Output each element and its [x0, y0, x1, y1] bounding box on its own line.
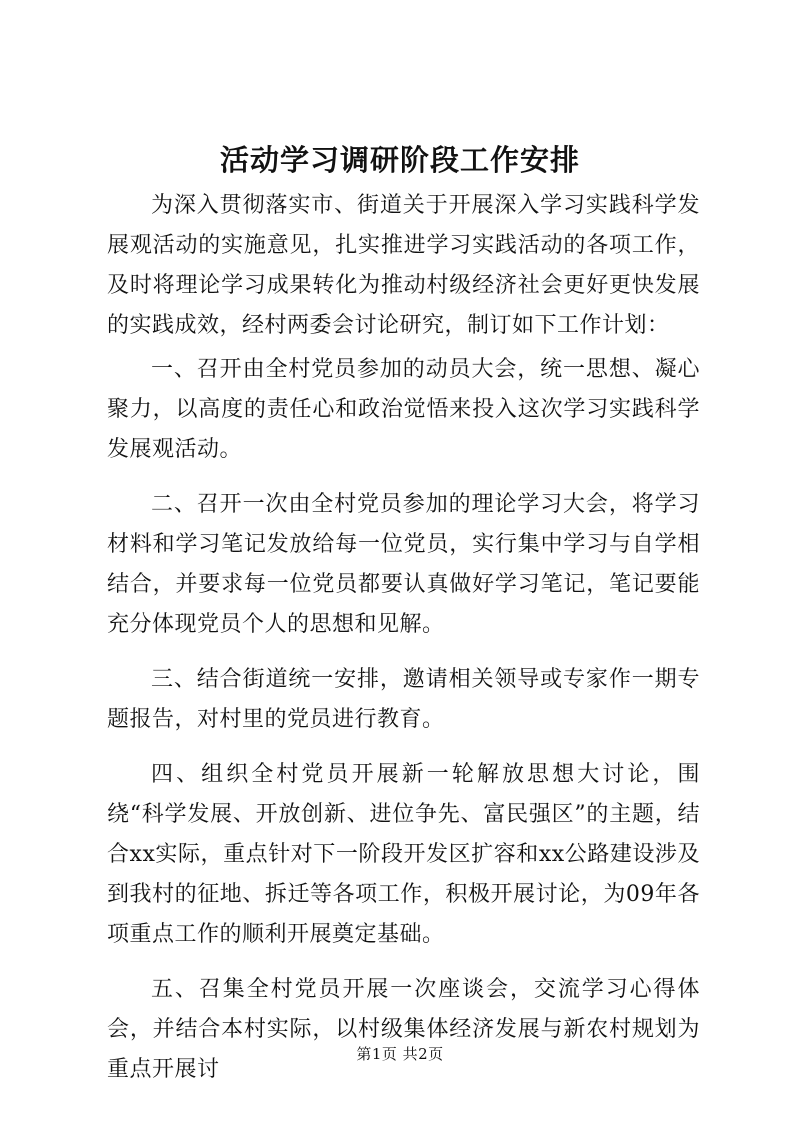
- paragraph-item-2: 二、召开一次由全村党员参加的理论学习大会，将学习材料和学习笔记发放给每一位党员，实行集中学习与自学相结合，并要求每一位党员都要认真做好学习笔记，笔记要能充分体现党员个人的思想和见解。: [107, 492, 700, 637]
- document-body: [107, 186, 700, 1090]
- document-title: 活动学习调研阶段工作安排: [219, 143, 580, 177]
- paragraph-item-1: 一、召开由全村党员参加的动员大会，统一思想、凝心聚力，以高度的责任心和政治觉悟来投入这次学习实践科学发展观活动。: [107, 357, 700, 462]
- paragraph-item-5: 五、召集全村党员开展一次座谈会，交流学习心得体会，并结合本村实际，以村级集体经济发展与新农村规划为重点开展讨: [107, 977, 700, 1082]
- paragraph-item-3: 三、结合街道统一安排，邀请相关领导或专家作一期专题报告，对村里的党员进行教育。: [107, 667, 700, 732]
- paragraph-intro: 为深入贯彻落实市、街道关于开展深入学习实践科学发展观活动的实施意见，扎实推进学习实践活动的各项工作，及时将理论学习成果转化为推动村级经济社会更好更快发展的实践成效，经村两委会讨论研究，制订如下工作计划：: [107, 193, 700, 338]
- paragraph-item-4: 四、组织全村党员开展新一轮解放思想大讨论，围绕“科学发展、开放创新、进位争先、富民强区”的主题，结合xx实际，重点针对下一阶段开发区扩容和xx公路建设涉及到我村的征地、拆迁等各项工作，积极开展讨论，为09年各项重点工作的顺利开展奠定基础。: [107, 762, 700, 947]
- page-footer: 第1页 共2页: [356, 1045, 444, 1063]
